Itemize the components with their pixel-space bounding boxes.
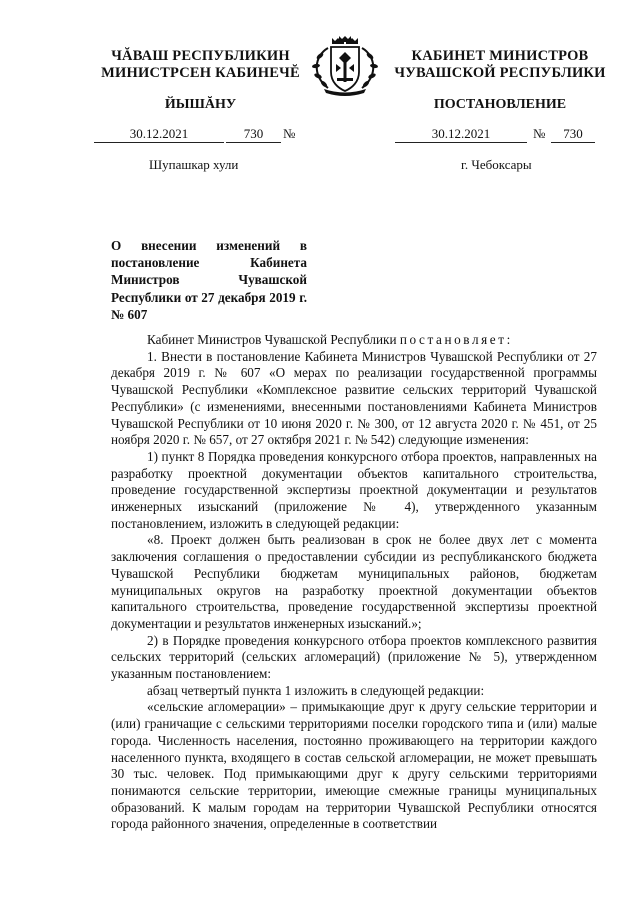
body-paragraph: «8. Проект должен быть реализован в срок не более двух лет с момента заключения соглашения о предоставлении субсидии из республиканского бюджета Чувашской Республики бюджетам муниципальных районов, бюджетам муниципальных округов на разработку проектной документации объектов капитального строительства, проведение государственной экспертизы проектной документации и результатов инженерных изысканий.»; [111,532,597,631]
left-date: 30.12.2021 [94,126,224,143]
left-number-sign: № [283,126,296,141]
coat-of-arms-icon [300,34,390,96]
intro-prefix: Кабинет Министров Чувашской Республики [147,332,397,347]
intro-verb: постановляет: [399,332,513,347]
left-date-line [94,126,314,144]
right-org-line1: КАБИНЕТ МИНИСТРОВ [411,48,589,64]
right-date-line [395,126,600,144]
document-body [111,332,597,833]
right-document-type: ПОСТАНОВЛЕНИЕ [433,97,567,112]
left-organization-name [88,48,313,82]
body-paragraph: «сельские агломерации» – примыкающие друг к другу сельские территории и (или) граничащие с сельскими территориями поселки городского типа и (или) малые города. Численность населения, постоянно проживающего на территории каждого населенного пункта, входящего в состав сельской агломерации, не может превышать 30 тыс. человек. Под примыкающими друг к другу сельскими территориями понимаются сельские территории, имеющие смежные границы муниципальных образований. К малым городам на территории Чувашской Республики относятся города районного значения, определенные в соответствии [111,699,597,832]
intro-paragraph [111,332,597,349]
right-org-line2: ЧУВАШСКОЙ РЕСПУБЛИКИ [394,65,606,81]
left-org-line1: ЧĂВАШ РЕСПУБЛИКИН [111,48,290,64]
left-city: Шупашкар хули [149,157,239,172]
body-paragraph: 2) в Порядке проведения конкурсного отбора проектов комплексного развития сельских территорий (сельских агломераций) (приложение № 5), утвержденном указанным постановлением: [111,632,597,682]
left-org-line2: МИНИСТРСЕН КАБИНЕЧĔ [101,65,300,81]
left-document-type: ЙЫШĂНУ [164,97,237,112]
document-subject: О внесении изменений в постановление Кабинета Министров Чувашской Республики от 27 декабря 2019 г. № 607 [111,238,307,322]
body-paragraph: 1) пункт 8 Порядка проведения конкурсного отбора проектов, направленных на разработку проектной документации объектов капитального строительства, проведение государственной экспертизы проектной документации и результатов инженерных изысканий (приложение № 4), утвержденного указанным постановлением, изложить в следующей редакции: [111,448,597,531]
body-paragraph: 1. Внести в постановление Кабинета Министров Чувашской Республики от 27 декабря 2019 г. № 607 «О мерах по реализации государственной программы Чувашской Республики «Комплексное развитие сельских территорий Чувашской Республики» (с изменениями, внесенными постановлениями Кабинета Министров Чувашской Республики от 10 июня 2020 г. № 300, от 12 августа 2020 г. № 451, от 25 ноября 2020 г. № 657, от 27 октября 2021 г. № 542) следующие изменения: [111,348,597,448]
body-paragraph: абзац четвертый пункта 1 изложить в следующей редакции: [147,682,485,698]
right-number: 730 [551,126,595,143]
right-city: г. Чебоксары [461,157,532,172]
right-organization-name [385,48,615,82]
right-date: 30.12.2021 [395,126,527,143]
left-number: 730 [226,126,281,143]
right-number-sign: № [533,126,546,141]
